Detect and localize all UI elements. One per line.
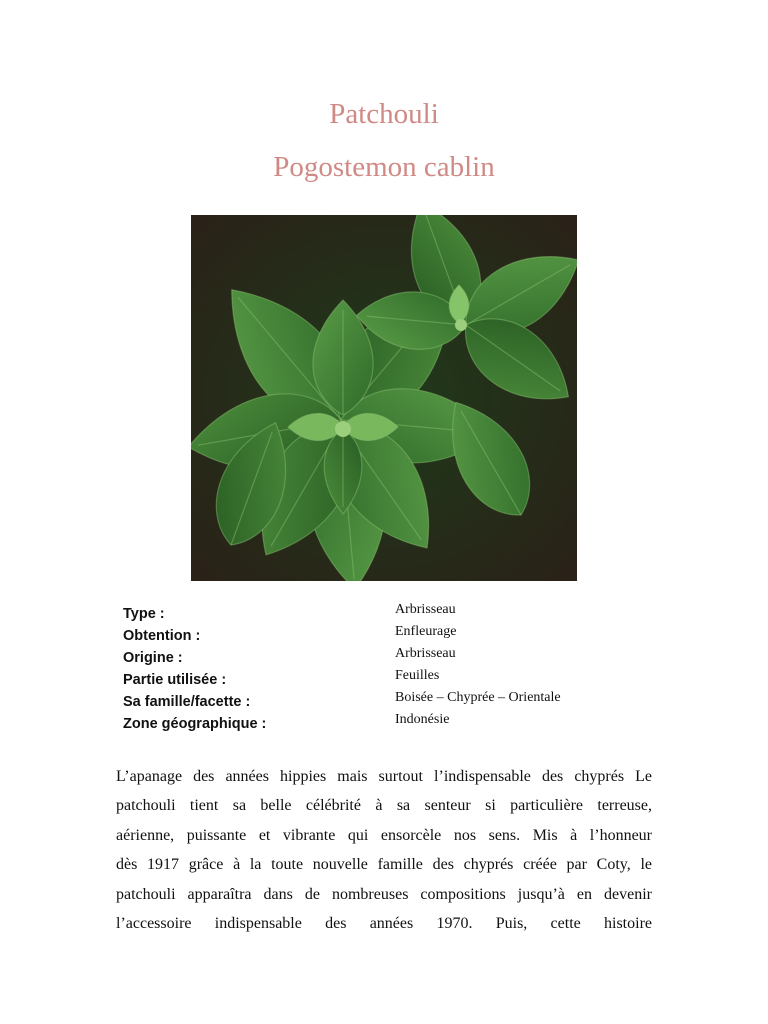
- spec-value-type: Arbrisseau: [395, 602, 456, 617]
- spec-label-type: Type :: [123, 606, 165, 622]
- spec-label-partie: Partie utilisée :: [123, 672, 227, 688]
- paragraph-line: l’accessoire indispensable des années 1970. Puis, cette histoire: [116, 915, 652, 933]
- plant-leaves-illustration: [191, 215, 577, 581]
- spec-value-famille: Boisée – Chyprée – Orientale: [395, 690, 561, 705]
- spec-value-partie: Feuilles: [395, 668, 440, 683]
- page-subtitle: Pogostemon cablin: [273, 151, 495, 183]
- page-title: Patchouli: [329, 98, 439, 130]
- paragraph-line: patchouli apparaîtra dans de nombreuses compositions jusqu’à en devenir: [116, 885, 652, 903]
- description-paragraph: [116, 762, 652, 938]
- spec-label-famille: Sa famille/facette :: [123, 694, 251, 710]
- paragraph-line: aérienne, puissante et vibrante qui ensorcèle nos sens. Mis à l’honneur: [116, 826, 652, 844]
- spec-value-obtention: Enfleurage: [395, 624, 457, 639]
- patchouli-plant-photo: [191, 215, 577, 581]
- spec-label-zone: Zone géographique :: [123, 716, 267, 732]
- paragraph-line: L’apanage des années hippies mais surtout l’indispensable des chyprés Le: [116, 768, 652, 785]
- spec-label-obtention: Obtention :: [123, 628, 201, 644]
- spec-label-origine: Origine :: [123, 650, 183, 666]
- spec-value-zone: Indonésie: [395, 712, 450, 727]
- paragraph-line: patchouli tient sa belle célébrité à sa senteur si particulière terreuse,: [116, 797, 652, 815]
- paragraph-line: dès 1917 grâce à la toute nouvelle famille des chyprés créée par Coty, le: [116, 856, 652, 874]
- spec-value-origine: Arbrisseau: [395, 646, 456, 661]
